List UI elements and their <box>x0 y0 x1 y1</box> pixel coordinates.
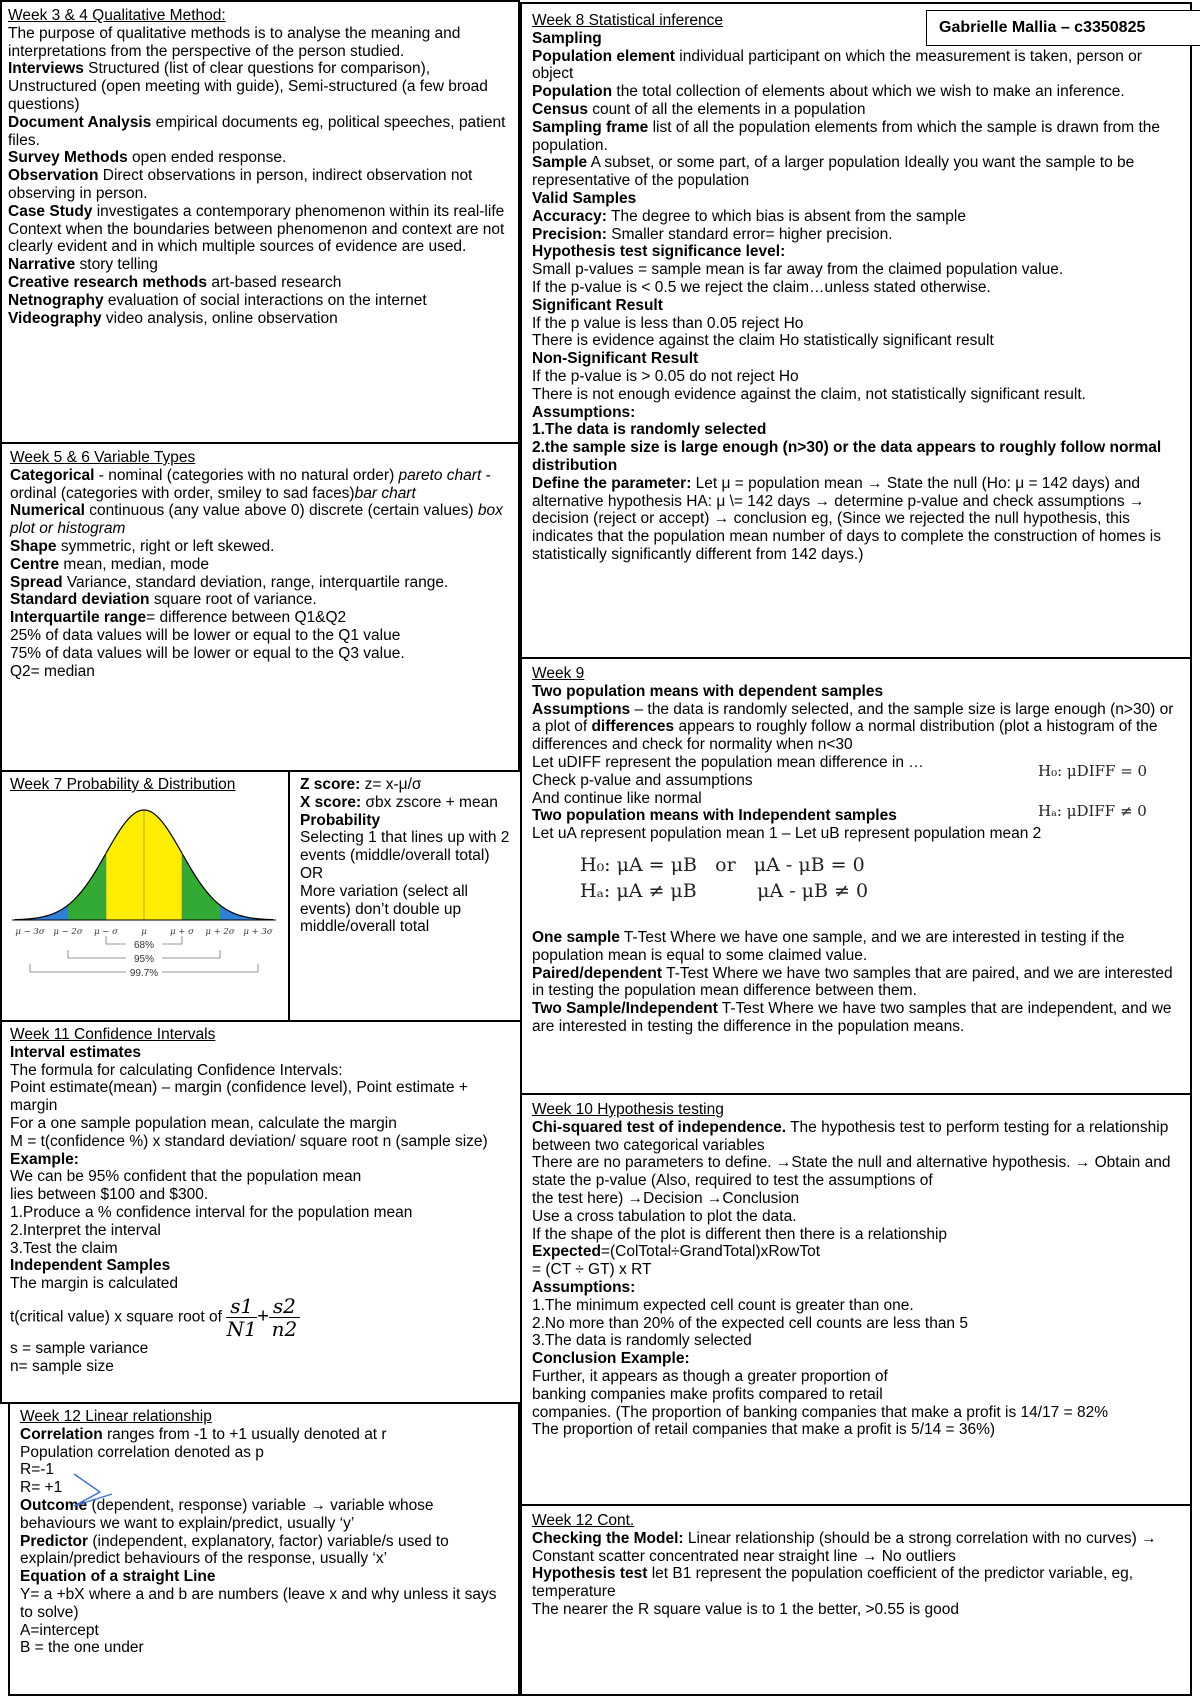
text-line: Predictor (independent, explanatory, factor) variable/s used to explain/predict behaviours of the response, usually ‘x’ <box>20 1532 449 1568</box>
section-title: Week 3 & 4 Qualitative Method: <box>8 7 226 24</box>
text-line: Point estimate(mean) – margin (confidence level), Point estimate + margin <box>10 1079 468 1115</box>
assumptions-line: Assumptions – the data is randomly selected, and the sample size is large enough (n>30) or a plot of differences appears to roughly follow a normal distribution (plot a histogram of the differences and check for normality when n<30 <box>532 700 1174 754</box>
text-line: Hypothesis test significance level: <box>532 243 786 261</box>
text-line: Two Sample/Independent T-Test Where we have two samples that are independent, and we are interested in testing the difference in the population means. <box>532 1000 1172 1035</box>
text-line: The nearer the R square value is to 1 the better, >0.55 is good <box>532 1600 959 1618</box>
text-line: B = the one under <box>20 1639 144 1657</box>
h0-diff: H₀: μDIFF = 0 <box>1038 762 1148 780</box>
section-week-10 <box>520 1093 1192 1506</box>
text-line: Context when the boundaries between phenomenon and context are not <box>8 220 505 238</box>
text-line: Centre mean, median, mode <box>10 555 210 573</box>
text-line: One sample T-Test Where we have one sample, and we are interested in testing if the population mean is equal to some claimed value. <box>532 928 1125 964</box>
text-line: Checking the Model: Linear relationship (should be a strong correlation with no curves) → Constant scatter concentrated near straight line → No outliers <box>532 1529 1157 1565</box>
text-line: Further, it appears as though a greater proportion of <box>532 1367 888 1385</box>
numerical-line: Numerical continuous (any value above 0) discrete (certain values) box plot or histogram <box>10 502 503 538</box>
text-line: Non-Significant Result <box>532 350 699 368</box>
percent-label: 95% <box>133 954 155 965</box>
axis-tick-label: μ <box>141 927 147 937</box>
section-title: Week 10 Hypothesis testing <box>532 1101 724 1118</box>
line-list <box>532 1119 1180 1439</box>
line-list <box>8 25 512 328</box>
text-line: Population the total collection of elements about which we wish to make an inference. <box>532 83 1125 101</box>
hypothesis-ab <box>532 843 1180 929</box>
text-line: lies between $100 and $300. <box>10 1186 209 1204</box>
text-line: The proportion of retail companies that make a profit is 5/14 = 36%) <box>532 1421 996 1439</box>
text-line: Netnography evaluation of social interactions on the internet <box>8 291 427 309</box>
text-line: 25% of data values will be lower or equal to the Q1 value <box>10 626 401 644</box>
text-line: OR <box>300 864 324 882</box>
text-line: There are no parameters to define. →State the null and alternative hypothesis. → Obtain and state the p-value (Also, required to test the assumptions of <box>532 1154 1171 1190</box>
curve-region-0 <box>22 905 68 920</box>
section-title: Week 5 & 6 Variable Types <box>10 449 196 466</box>
ha-ab: Hₐ: μA ≠ μB μA - μB ≠ 0 <box>580 879 869 902</box>
text-line: A=intercept <box>20 1621 99 1639</box>
text-line: 2.the sample size is large enough (n>30) or the data appears to roughly follow normal distribution <box>532 439 1162 474</box>
text-line: 1.Produce a % confidence interval for the population mean <box>10 1203 413 1221</box>
text-line: the test here) →Decision →Conclusion <box>532 1189 800 1207</box>
fraction-s1-n1: $\frac{s1}{N1}$ <box>226 1293 257 1341</box>
text-line: Probability <box>300 811 381 829</box>
text-line: Interquartile range= difference between Q1&Q2 <box>10 609 347 627</box>
correlation-line: Correlation ranges from -1 to +1 usually denoted at r <box>20 1425 387 1443</box>
text-line: Outcome (dependent, response) variable → variable whose behaviours we want to explain/predict, usually ‘y’ <box>20 1496 434 1532</box>
text-line: Expected=(ColTotal÷GrandTotal)xRowTot <box>532 1243 821 1261</box>
text-line: Population correlation denoted as p <box>20 1443 264 1461</box>
axis-tick-label: μ + 3σ <box>243 927 273 937</box>
correlation-sketch <box>70 1470 120 1510</box>
line-list <box>10 1044 512 1293</box>
text-line: If the p-value is < 0.5 we reject the claim…unless stated otherwise. <box>532 278 991 296</box>
curve-region-4 <box>220 905 266 920</box>
text-line: R=-1 <box>20 1461 55 1479</box>
text-line: Precision: Smaller standard error= higher precision. <box>532 225 893 243</box>
text-line: Equation of a straight Line <box>20 1568 216 1586</box>
text-line: Let uA represent population mean 1 – Let uB represent population mean 2 <box>532 825 1042 843</box>
text-line: For a one sample population mean, calculate the margin <box>10 1114 397 1132</box>
text-line: If the p value is less than 0.05 reject Ho <box>532 314 804 332</box>
text-line: Interviews Structured (list of clear questions for comparison), Unstructured (open meeting with guide), Semi-structured (a few broad questions) <box>8 60 488 113</box>
text-line: Check p-value and assumptions <box>532 771 753 789</box>
text-line: 3.Test the claim <box>10 1239 118 1257</box>
section-title: Week 7 Probability & Distribution <box>10 776 236 793</box>
text-line: Q2= median <box>10 662 95 680</box>
text-line: Videography video analysis, online observation <box>8 309 338 327</box>
independent-title: Two population means with Independent samples <box>532 807 897 825</box>
line-list <box>532 929 1180 1036</box>
axis-tick-label: μ − σ <box>94 927 118 937</box>
text-line: 2.Interpret the interval <box>10 1221 161 1239</box>
line-list <box>300 776 510 936</box>
text-line: We can be 95% confident that the population mean <box>10 1168 362 1186</box>
text-line: Let uDIFF represent the population mean difference in … <box>532 753 924 771</box>
axis-tick-label: μ + 2σ <box>205 927 235 937</box>
text-line: Observation Direct observations in person, indirect observation not observing in person. <box>8 167 473 202</box>
text-line: X score: σbx zscore + mean <box>300 793 498 811</box>
text-line: = (CT ÷ GT) x RT <box>532 1261 652 1279</box>
percent-label: 99.7% <box>129 968 159 979</box>
text-line: Sampling <box>532 29 602 47</box>
text-line: Creative research methods art-based research <box>8 273 342 291</box>
text-line: R= +1 <box>20 1479 63 1497</box>
text-line: 1.The minimum expected cell count is greater than one. <box>532 1296 914 1314</box>
text-line: If the shape of the plot is different then there is a relationship <box>532 1225 948 1243</box>
text-line: There is evidence against the claim Ho statistically significant result <box>532 332 994 350</box>
text-line: The margin is calculated <box>10 1275 178 1293</box>
text-line: Population element individual participant on which the measurement is taken, person or object <box>532 47 1142 83</box>
section-title: Week 11 Confidence Intervals <box>10 1026 216 1043</box>
text-line: If the p-value is > 0.05 do not reject Ho <box>532 367 799 385</box>
text-line: Census count of all the elements in a population <box>532 100 866 118</box>
categorical-line: Categorical - nominal (categories with no natural order) pareto chart - ordinal (categories with order, smiley to sad faces)bar chart <box>10 466 491 502</box>
section-week-3-4 <box>0 0 520 444</box>
text-line: banking companies make profits compared to retail <box>532 1385 883 1403</box>
axis-tick-label: μ − 2σ <box>53 927 83 937</box>
text-line: Chi-squared test of independence. The hypothesis test to perform testing for a relationship between two categorical variables <box>532 1118 1169 1154</box>
text-line: Independent Samples <box>10 1257 171 1275</box>
text-line: Selecting 1 that lines up with 2 events (middle/overall total) <box>300 829 510 865</box>
h0-ab: H₀: μA = μB or μA - μB = 0 <box>580 853 865 876</box>
section-week-5-6 <box>0 442 520 772</box>
text-line: Sampling frame list of all the population elements from which the sample is drawn from the population. <box>532 118 1161 154</box>
section-title: Week 9 <box>532 665 585 682</box>
text-line: The formula for calculating Confidence Intervals: <box>10 1061 343 1079</box>
text-line: Significant Result <box>532 296 663 314</box>
text-line: Example: <box>10 1150 79 1168</box>
text-line: 75% of data values will be lower or equal to the Q3 value. <box>10 644 405 662</box>
text-line: More variation (select all events) don’t double up middle/overall total <box>300 882 468 936</box>
section-week-7-chart <box>0 770 290 1022</box>
percent-label: 68% <box>133 940 155 951</box>
text-line: 3.The data is randomly selected <box>532 1332 752 1350</box>
author-name: Gabrielle Mallia – c3350825 <box>926 10 1200 46</box>
text-line: Accuracy: The degree to which bias is absent from the sample <box>532 207 966 225</box>
text-line: Conclusion Example: <box>532 1350 690 1368</box>
note-line: n= sample size <box>10 1357 114 1375</box>
text-line: Assumptions: <box>532 1278 636 1296</box>
section-week-12-cont <box>520 1504 1192 1696</box>
section-week-12 <box>8 1402 520 1696</box>
text-line: Define the parameter: Let μ = population mean → State the null (Ho: μ = 142 days) and alternative hypothesis HA: μ \= 142 days → determine p-value and check assumptions → decision (reject or accept) → conclusion eg, (Since we rejected the null hypothesis, this indicates that the population mean number of days to complete the construction of homes is statistically significantly different from 142 days.) <box>532 474 1161 563</box>
text-line: 1.The data is randomly selected <box>532 421 767 439</box>
text-line: Z score: z= x-μ/σ <box>300 776 422 793</box>
text-line: companies. (The proportion of banking companies that make a profit is 14/17 = 82% <box>532 1403 1108 1421</box>
text-line: Shape symmetric, right or left skewed. <box>10 537 275 555</box>
text-line: Spread Variance, standard deviation, range, interquartile range. <box>10 573 449 591</box>
axis-tick-label: μ − 3σ <box>15 927 45 937</box>
line-list <box>532 1530 1180 1619</box>
text-line: Hypothesis test let B1 represent the population coefficient of the predictor variable, eg, temperature <box>532 1565 1134 1601</box>
text-line: And continue like normal <box>532 789 702 807</box>
axis-tick-label: μ + σ <box>170 927 194 937</box>
section-title: Week 12 Linear relationship <box>20 1408 212 1425</box>
text-line: Interval estimates <box>10 1043 141 1061</box>
text-line: Assumptions: <box>532 403 636 421</box>
text-line: clearly evident and in which multiple sources of evidence are used. <box>8 238 467 256</box>
text-line: Small p-values = sample mean is far away from the claimed population value. <box>532 261 1064 279</box>
normal-distribution-chart <box>8 802 280 1012</box>
text-line: interpretations from the perspective of the person studied. <box>8 42 405 60</box>
text-line: Survey Methods open ended response. <box>8 149 287 167</box>
section-week-11 <box>0 1020 522 1404</box>
text-line: M = t(confidence %) x standard deviation/ square root n (sample size) <box>10 1132 488 1150</box>
section-week-9 <box>520 657 1192 1095</box>
section-week-8 <box>520 2 1192 659</box>
text-line: There is not enough evidence against the claim, not statistically significant result. <box>532 385 1086 403</box>
line-list <box>532 30 1180 564</box>
text-line: Document Analysis empirical documents eg, political speeches, patient files. <box>8 113 506 149</box>
text-line: Y= a +bX where a and b are numbers (leave x and why unless it says to solve) <box>20 1585 497 1621</box>
margin-formula: t(critical value) x square root of $\frac{s1}{N1}$ + $\frac{s2}{n2}$ <box>10 1295 512 1340</box>
note-line: s = sample variance <box>10 1339 149 1357</box>
section-title: Week 12 Cont. <box>532 1512 635 1529</box>
section-title: Week 8 Statistical inference <box>532 12 723 29</box>
section-week-7-text <box>288 770 522 1022</box>
line-list <box>10 538 510 680</box>
fraction-s2-n2: $\frac{s2}{n2}$ <box>269 1295 300 1340</box>
text-line: Use a cross tabulation to plot the data. <box>532 1207 797 1225</box>
text-line: Sample A subset, or some part, of a larger population Ideally you want the sample to be representative of the population <box>532 154 1135 190</box>
text-line: Standard deviation square root of variance. <box>10 591 317 609</box>
text-line: The purpose of qualitative methods is to analyse the meaning and <box>8 24 461 42</box>
text-line: Paired/dependent T-Test Where we have two samples that are paired, and we are interested in testing the population mean difference between them. <box>532 964 1173 1000</box>
text-line: Valid Samples <box>532 189 637 207</box>
ha-diff: Hₐ: μDIFF ≠ 0 <box>1038 802 1147 820</box>
text-line: 2.No more than 20% of the expected cell counts are less than 5 <box>532 1314 968 1332</box>
text-line: Case Study investigates a contemporary phenomenon within its real-life <box>8 202 505 220</box>
text-line: Narrative story telling <box>8 256 158 274</box>
dependent-title: Two population means with dependent samples <box>532 682 884 700</box>
